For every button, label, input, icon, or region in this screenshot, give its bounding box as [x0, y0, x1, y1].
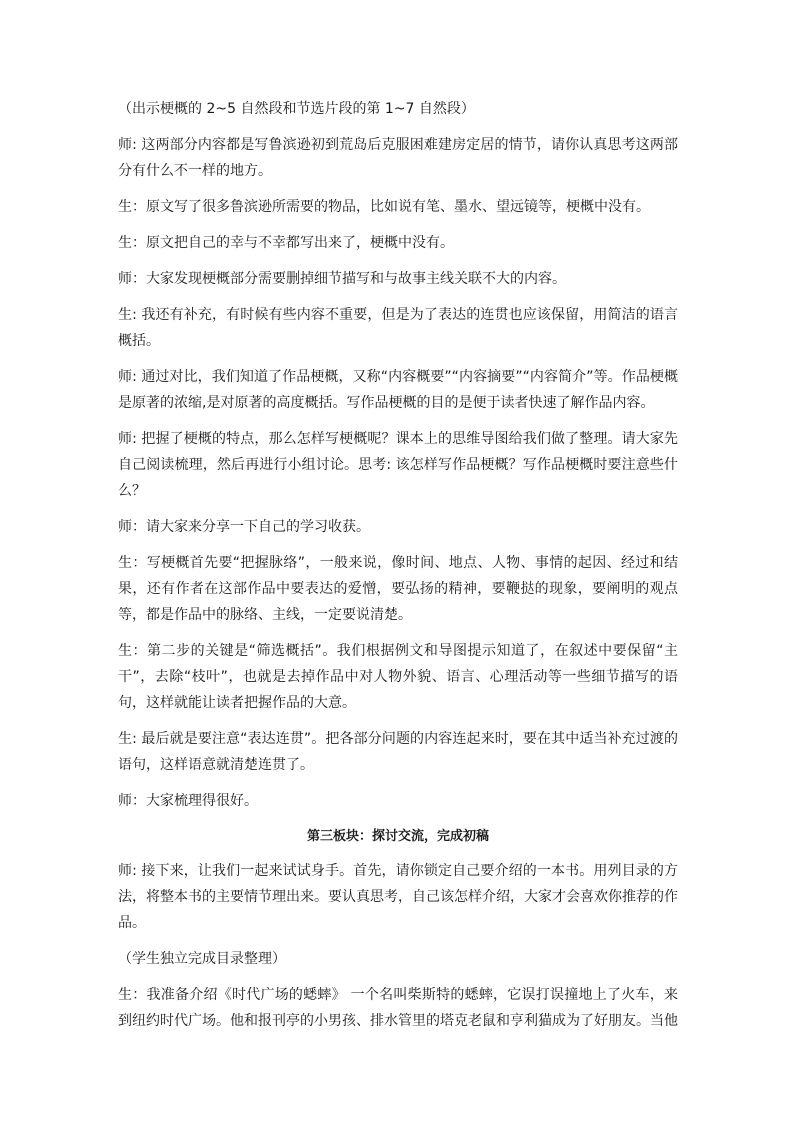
stage-direction: （学生独立完成目录整理） [118, 951, 286, 967]
dialogue-paragraph: 生：原文写了很多鲁滨逊所需要的物品，比如说有笔、墨水、望远镜等，梗概中没有。 [118, 199, 650, 215]
dialogue-paragraph: 师：大家发现梗概部分需要删掉细节描写和与故事主线关联不大的内容。 [118, 271, 566, 287]
dialogue-paragraph: 师: 通过对比，我们知道了作品梗概，又称“内容概要”“内容摘要”“内容简介”等。作品梗概是原著的浓缩,是对原著的高度概括。写作品梗概的目的是便于读者快速了解作品内容。 [118, 369, 678, 411]
dialogue-paragraph: 师：请大家来分享一下自己的学习收获。 [118, 519, 370, 535]
dialogue-paragraph: 生：写梗概首先要“把握脉络”，一般来说，像时间、地点、人物、事情的起因、经过和结果，还有作者在这部作品中要表达的爱憎，要弘扬的精神，要鞭挞的现象，要阐明的观点等，都是作品中的脉络、主线，一定要说清楚。 [118, 555, 678, 623]
dialogue-paragraph: 生：第二步的关键是“筛选概括”。我们根据例文和导图提示知道了，在叙述中要保留“主干”，去除“枝叶”，也就是去掉作品中对人物外貌、语言、心理活动等一些细节描写的语句，这样就能让读者把握作品的大意。 [118, 643, 678, 711]
dialogue-paragraph: 生：我准备介绍《时代广场的蟋蟀》 一个名叫柴斯特的蟋蟀，它误打误撞地上了火车，来到纽约时代广场。他和报刊亭的小男孩、排水管里的塔克老鼠和亨利猫成为了好朋友。当他 [118, 987, 678, 1029]
document-page [118, 96, 678, 1044]
dialogue-paragraph: 师: 接下来，让我们一起来试试身手。首先，请你锁定自己要介绍的一本书。用列目录的方法，将整本书的主要情节理出来。要认真思考，自己该怎样介绍，大家才会喜欢你推荐的作品。 [118, 863, 678, 931]
dialogue-paragraph: 师：大家梳理得很好。 [118, 793, 258, 809]
dialogue-paragraph: 师: 把握了梗概的特点，那么怎样写梗概呢？课本上的思维导图给我们做了整理。请大家先自己阅读梳理，然后再进行小组讨论。思考: 该怎样写作品梗概？写作品梗概时要注意些什么？ [118, 431, 678, 499]
dialogue-paragraph: 师: 这两部分内容都是写鲁滨逊初到荒岛后克服困难建房定居的情节，请你认真思考这两部分有什么不一样的地方。 [118, 137, 678, 179]
dialogue-paragraph: 生: 我还有补充，有时候有些内容不重要，但是为了表达的连贯也应该保留，用简洁的语言概括。 [118, 307, 678, 349]
dialogue-paragraph: 生：原文把自己的幸与不幸都写出来了，梗概中没有。 [118, 235, 454, 251]
dialogue-paragraph: 生: 最后就是要注意“表达连贯”。把各部分问题的内容连起来时，要在其中适当补充过渡的语句，这样语意就清楚连贯了。 [118, 731, 678, 773]
stage-direction: （出示梗概的 2~5 自然段和节选片段的第 1~7 自然段） [118, 101, 475, 117]
section-heading: 第三板块：探讨交流，完成初稿 [306, 829, 489, 844]
